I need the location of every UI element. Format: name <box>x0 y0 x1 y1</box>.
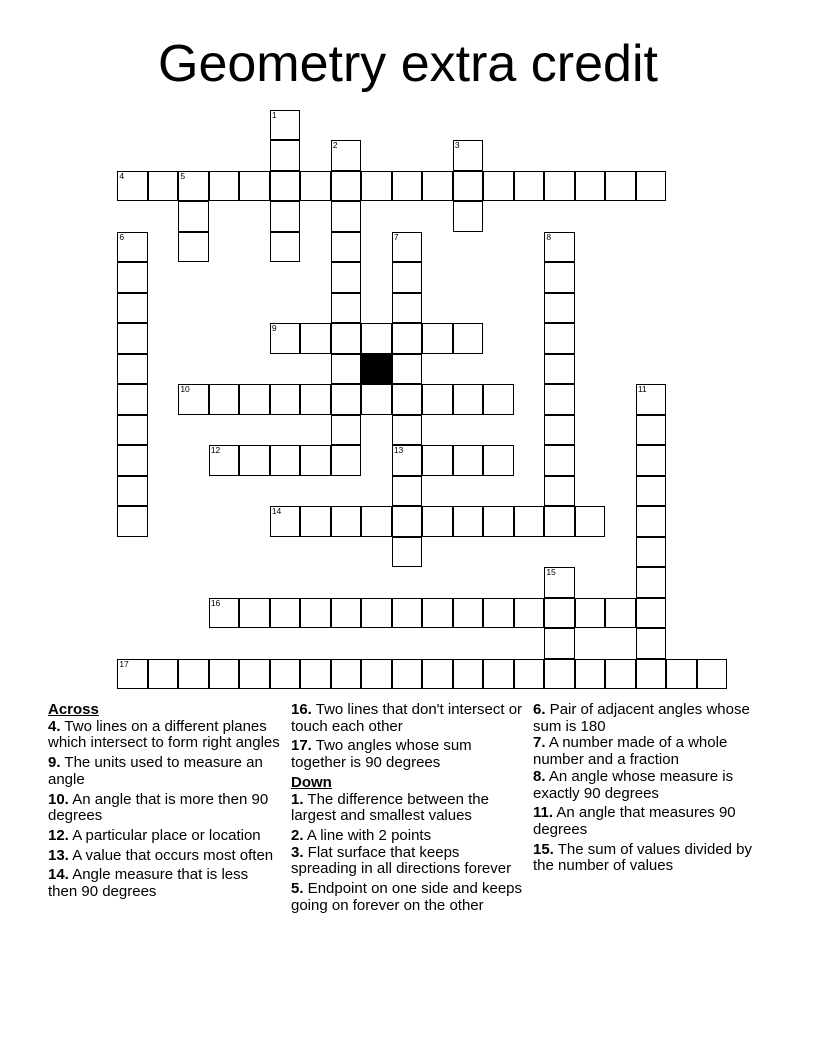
grid-cell[interactable] <box>392 598 423 629</box>
grid-cell[interactable] <box>117 506 148 537</box>
clue-number: 12 <box>210 445 221 456</box>
grid-cell[interactable] <box>117 323 148 354</box>
grid-cell[interactable] <box>392 415 423 446</box>
clue-down-11: 11. An angle that measures 90 degrees <box>533 804 736 838</box>
grid-cell[interactable] <box>270 171 301 202</box>
grid-cell[interactable] <box>270 659 301 690</box>
grid-cell[interactable] <box>544 384 575 415</box>
grid-cell[interactable] <box>178 384 209 415</box>
grid-cell[interactable] <box>422 384 453 415</box>
clue-across-12: 12. A particular place or location <box>48 826 261 844</box>
grid-cell[interactable] <box>331 232 362 263</box>
grid-cell[interactable] <box>331 445 362 476</box>
clue-down-3: 3. Flat surface that keeps spreading in all directions forever <box>291 843 512 878</box>
grid-cell[interactable] <box>392 293 423 324</box>
grid-cell[interactable] <box>117 293 148 324</box>
grid-cell[interactable] <box>483 171 514 202</box>
grid-cell[interactable] <box>331 323 362 354</box>
grid-cell[interactable] <box>331 354 362 385</box>
grid-cell[interactable] <box>483 598 514 629</box>
grid-cell[interactable] <box>239 445 270 476</box>
grid-cell[interactable] <box>453 445 484 476</box>
grid-cell[interactable] <box>392 262 423 293</box>
grid-cell[interactable] <box>636 598 667 629</box>
grid-cell[interactable] <box>361 598 392 629</box>
shaded-square <box>361 354 392 385</box>
clue-number: 6 <box>119 231 125 242</box>
grid-cell[interactable] <box>422 659 453 690</box>
grid-cell[interactable] <box>666 659 697 690</box>
clue-down-5: 5. Endpoint on one side and keeps going on forever on the other <box>291 880 523 914</box>
grid-cell[interactable] <box>117 445 148 476</box>
clue-number: 2 <box>332 140 338 151</box>
clue-down-15: 15. The sum of values divided by the number of values <box>533 840 753 875</box>
grid-cell[interactable] <box>300 171 331 202</box>
clue-down-1: 1. The difference between the largest and smallest values <box>291 790 489 825</box>
grid-cell[interactable] <box>392 659 423 690</box>
grid-cell[interactable] <box>636 659 667 690</box>
grid-cell[interactable] <box>392 537 423 568</box>
grid-cell[interactable] <box>575 171 606 202</box>
clue-number: 15 <box>546 567 556 578</box>
grid-cell[interactable] <box>605 659 636 690</box>
grid-cell[interactable] <box>270 232 301 263</box>
clue-number: 10 <box>180 384 190 395</box>
grid-cell[interactable] <box>300 445 331 476</box>
clue-down-8: 8. An angle whose measure is exactly 90 degrees <box>533 767 734 802</box>
grid-cell[interactable] <box>514 598 545 629</box>
grid-cell[interactable] <box>270 445 301 476</box>
grid-cell[interactable] <box>392 232 423 263</box>
grid-cell[interactable] <box>544 476 575 507</box>
grid-cell[interactable] <box>636 445 667 476</box>
grid-cell[interactable] <box>392 323 423 354</box>
grid-cell[interactable] <box>209 598 240 629</box>
grid-cell[interactable] <box>483 506 514 537</box>
clue-number: 3 <box>454 140 460 151</box>
clue-number: 7 <box>393 231 399 242</box>
grid-cell[interactable] <box>636 567 667 598</box>
grid-cell[interactable] <box>270 110 301 141</box>
clue-number: 13 <box>393 445 404 456</box>
grid-cell[interactable] <box>392 384 423 415</box>
across-heading: Across <box>48 701 99 718</box>
grid-cell[interactable] <box>514 171 545 202</box>
grid-cell[interactable] <box>636 628 667 659</box>
grid-cell[interactable] <box>361 506 392 537</box>
grid-cell[interactable] <box>483 445 514 476</box>
grid-cell[interactable] <box>300 598 331 629</box>
grid-cell[interactable] <box>117 415 148 446</box>
grid-cell[interactable] <box>178 659 209 690</box>
grid-cell[interactable] <box>544 262 575 293</box>
grid-cell[interactable] <box>361 384 392 415</box>
grid-cell[interactable] <box>331 506 362 537</box>
clue-down-7: 7. A number made of a whole number and a fraction <box>533 734 728 769</box>
clues-column-3 <box>533 702 761 878</box>
clue-across-17: 17. Two angles whose sum together is 90 degrees <box>291 737 472 772</box>
clue-number: 14 <box>271 506 282 517</box>
puzzle-title: Geometry extra credit <box>158 35 658 93</box>
grid-cell[interactable] <box>209 445 240 476</box>
grid-cell[interactable] <box>544 293 575 324</box>
grid-cell[interactable] <box>331 659 362 690</box>
grid-cell[interactable] <box>331 415 362 446</box>
grid-cell[interactable] <box>331 384 362 415</box>
grid-cell[interactable] <box>605 171 636 202</box>
grid-cell[interactable] <box>178 201 209 232</box>
grid-cell[interactable] <box>178 171 209 202</box>
grid-cell[interactable] <box>544 506 575 537</box>
grid-cell[interactable] <box>544 415 575 446</box>
grid-cell[interactable] <box>422 598 453 629</box>
grid-cell[interactable] <box>300 506 331 537</box>
grid-cell[interactable] <box>239 171 270 202</box>
grid-cell[interactable] <box>148 171 179 202</box>
grid-cell[interactable] <box>544 232 575 263</box>
grid-cell[interactable] <box>361 323 392 354</box>
grid-cell[interactable] <box>697 659 728 690</box>
grid-cell[interactable] <box>392 354 423 385</box>
grid-cell[interactable] <box>209 171 240 202</box>
down-heading: Down <box>291 773 332 791</box>
clue-number: 4 <box>119 170 125 181</box>
clues-column-2 <box>291 702 527 917</box>
grid-cell[interactable] <box>209 384 240 415</box>
grid-cell[interactable] <box>270 201 301 232</box>
grid-cell[interactable] <box>331 598 362 629</box>
clue-across-10: 10. An angle that is more then 90 degrees <box>48 790 269 825</box>
grid-cell[interactable] <box>575 506 606 537</box>
grid-cell[interactable] <box>544 171 575 202</box>
grid-cell[interactable] <box>575 598 606 629</box>
grid-cell[interactable] <box>422 171 453 202</box>
grid-cell[interactable] <box>270 506 301 537</box>
grid-cell[interactable] <box>392 445 423 476</box>
grid-cell[interactable] <box>361 171 392 202</box>
grid-cell[interactable] <box>331 201 362 232</box>
clue-down-2: 2. A line with 2 points <box>291 826 432 844</box>
grid-cell[interactable] <box>117 262 148 293</box>
grid-cell[interactable] <box>636 537 667 568</box>
grid-cell[interactable] <box>392 476 423 507</box>
grid-cell[interactable] <box>453 506 484 537</box>
grid-cell[interactable] <box>392 171 423 202</box>
grid-cell[interactable] <box>239 598 270 629</box>
clue-number: 16 <box>210 597 221 608</box>
grid-cell[interactable] <box>544 354 575 385</box>
grid-cell[interactable] <box>117 384 148 415</box>
clue-number: 9 <box>271 323 277 334</box>
grid-cell[interactable] <box>544 323 575 354</box>
grid-cell[interactable] <box>636 384 667 415</box>
grid-cell[interactable] <box>422 506 453 537</box>
grid-cell[interactable] <box>270 598 301 629</box>
grid-cell[interactable] <box>270 140 301 171</box>
grid-cell[interactable] <box>514 506 545 537</box>
grid-cell[interactable] <box>453 201 484 232</box>
grid-cell[interactable] <box>331 262 362 293</box>
grid-cell[interactable] <box>148 659 179 690</box>
grid-cell[interactable] <box>209 659 240 690</box>
grid-cell[interactable] <box>483 384 514 415</box>
clues-column-1 <box>48 702 280 904</box>
grid-cell[interactable] <box>300 659 331 690</box>
grid-cell[interactable] <box>544 659 575 690</box>
grid-cell[interactable] <box>117 232 148 263</box>
grid-cell[interactable] <box>422 445 453 476</box>
grid-cell[interactable] <box>453 171 484 202</box>
grid-cell[interactable] <box>636 171 667 202</box>
clue-number: 8 <box>546 231 552 242</box>
grid-cell[interactable] <box>544 445 575 476</box>
grid-cell[interactable] <box>331 171 362 202</box>
grid-cell[interactable] <box>636 506 667 537</box>
clue-across-13: 13. A value that occurs most often <box>48 846 274 864</box>
grid-cell[interactable] <box>239 384 270 415</box>
grid-cell[interactable] <box>544 567 575 598</box>
grid-cell[interactable] <box>331 293 362 324</box>
grid-cell[interactable] <box>117 171 148 202</box>
clue-across-9: 9. The units used to measure an angle <box>48 754 263 788</box>
grid-cell[interactable] <box>178 232 209 263</box>
grid-cell[interactable] <box>453 659 484 690</box>
grid-cell[interactable] <box>331 140 362 171</box>
grid-cell[interactable] <box>483 659 514 690</box>
grid-cell[interactable] <box>453 323 484 354</box>
grid-cell[interactable] <box>270 384 301 415</box>
grid-cell[interactable] <box>117 354 148 385</box>
grid-cell[interactable] <box>300 323 331 354</box>
clue-across-14: 14. Angle measure that is less then 90 degrees <box>48 866 249 901</box>
clue-number: 5 <box>180 170 186 181</box>
grid-cell[interactable] <box>453 598 484 629</box>
clue-across-4: 4. Two lines on a different planes which intersect to form right angles <box>48 717 280 752</box>
grid-cell[interactable] <box>361 659 392 690</box>
grid-cell[interactable] <box>453 384 484 415</box>
grid-cell[interactable] <box>544 628 575 659</box>
grid-cell[interactable] <box>544 598 575 629</box>
grid-cell[interactable] <box>605 598 636 629</box>
grid-cell[interactable] <box>636 476 667 507</box>
clue-down-6: 6. Pair of adjacent angles whose sum is 180 <box>533 701 750 735</box>
grid-cell[interactable] <box>117 476 148 507</box>
grid-cell[interactable] <box>392 506 423 537</box>
grid-cell[interactable] <box>239 659 270 690</box>
clue-across-16: 16. Two lines that don't intersect or touch each other <box>291 701 523 735</box>
grid-cell[interactable] <box>270 323 301 354</box>
clue-number: 17 <box>119 658 129 669</box>
grid-cell[interactable] <box>636 415 667 446</box>
grid-cell[interactable] <box>300 384 331 415</box>
grid-cell[interactable] <box>575 659 606 690</box>
grid-cell[interactable] <box>453 140 484 171</box>
grid-cell[interactable] <box>422 323 453 354</box>
grid-cell[interactable] <box>117 659 148 690</box>
clue-number: 1 <box>271 109 277 120</box>
clue-number: 11 <box>637 384 647 395</box>
grid-cell[interactable] <box>514 659 545 690</box>
